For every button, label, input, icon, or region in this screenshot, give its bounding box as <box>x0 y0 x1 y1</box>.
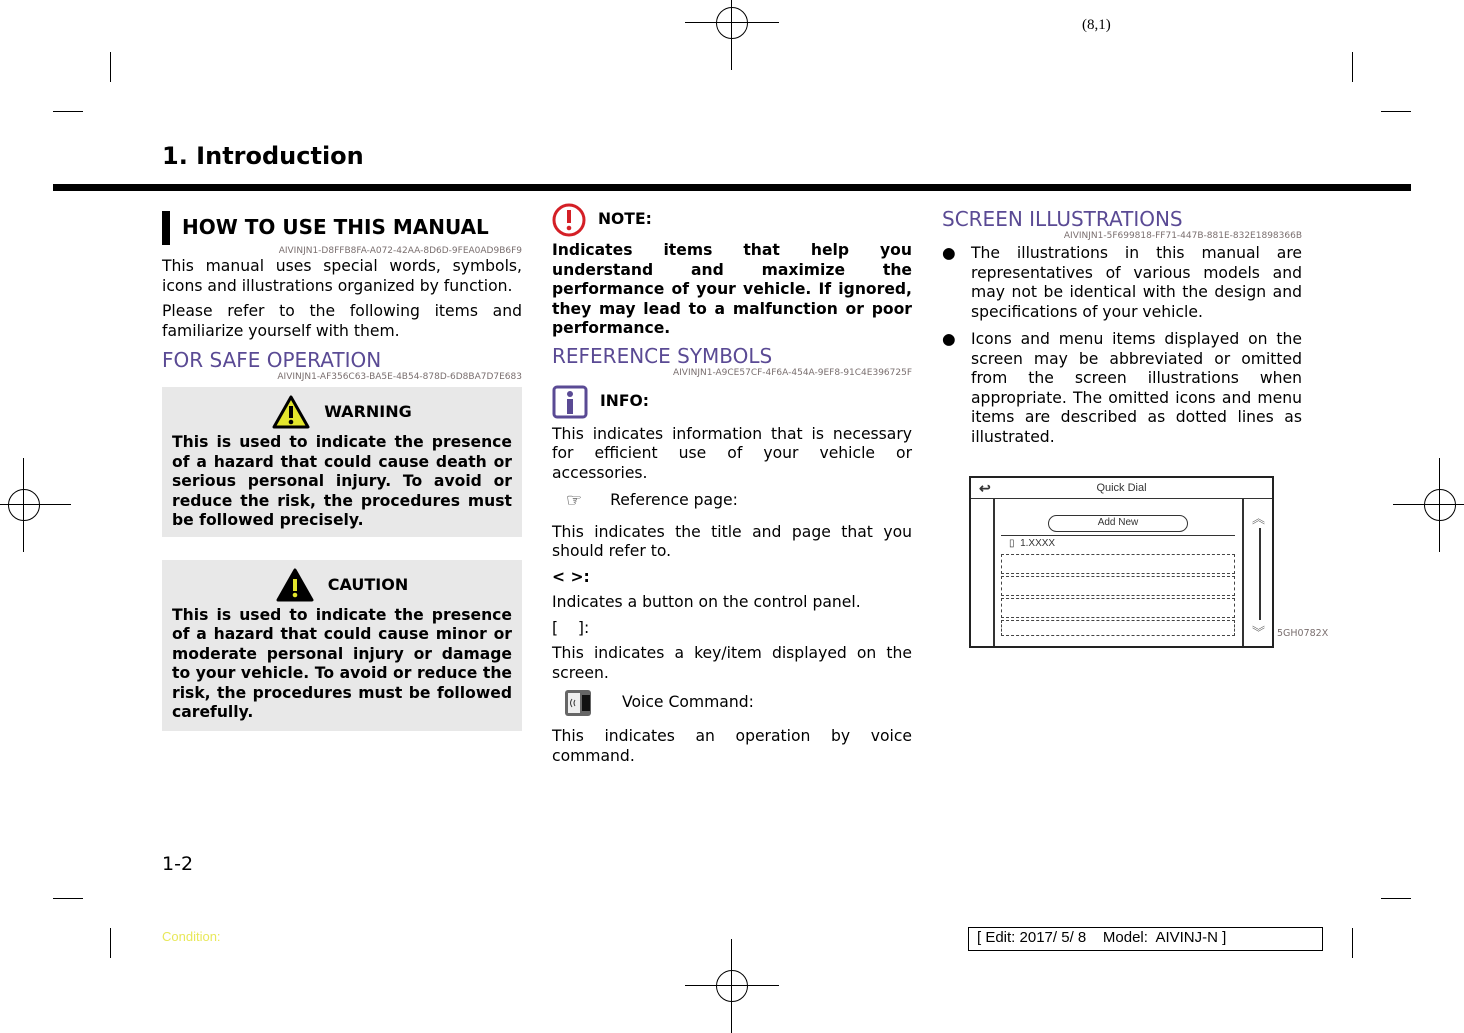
voice-command-text: This indicates an operation by voice command. <box>552 727 912 765</box>
crop-mark <box>53 111 83 112</box>
info-icon <box>552 385 588 419</box>
bullet-item <box>942 330 1302 447</box>
omitted-item <box>1001 576 1235 596</box>
pointing-hand-icon: ☞ <box>566 490 583 511</box>
middle-column <box>552 203 912 772</box>
heading-id: AIVINJN1-AF356C63-BA5E-4B54-878D-6D8BA7D7E683 <box>277 372 522 382</box>
screen-header <box>971 478 1272 499</box>
heading-text: REFERENCE SYMBOLS <box>552 343 773 368</box>
bullet-text: The illustrations in this manual are representatives of various models and may not be identical with the design and specifications of your vehicle. <box>971 244 1302 321</box>
caution-box <box>162 560 522 731</box>
page-number: 1-2 <box>162 853 194 875</box>
crop-mark <box>110 928 111 958</box>
caution-text: This is used to indicate the presence of a hazard that could cause minor or moderate personal injury or damage to your vehicle. To avoid or reduce the risk, the procedures must be followed carefully. <box>172 605 512 721</box>
reference-page-row <box>566 491 912 511</box>
chapter-title: 1. Introduction <box>162 142 364 170</box>
section-heading <box>552 345 912 379</box>
voice-command-label: Voice Command: <box>622 693 754 712</box>
crop-mark <box>53 898 83 899</box>
divider <box>993 499 995 646</box>
angle-bracket-label: < >: <box>552 567 590 586</box>
info-label: INFO: <box>600 391 649 410</box>
angle-bracket-text: Indicates a button on the control panel. <box>552 593 861 611</box>
page-ref: (8,1) <box>1082 17 1111 33</box>
omitted-item <box>1001 598 1235 618</box>
reference-page-label: Reference page: <box>610 491 738 509</box>
crop-mark <box>1381 111 1411 112</box>
crop-mark <box>1352 52 1353 82</box>
note-row <box>552 203 912 237</box>
crop-mark <box>1381 898 1411 899</box>
heading-bar <box>162 211 170 245</box>
info-row <box>552 385 912 419</box>
note-label: NOTE: <box>598 210 652 229</box>
heading-id: AIVINJN1-D8FFB8FA-A072-42AA-8D6D-9FEA0AD9B6F9 <box>278 246 522 256</box>
caution-icon <box>276 568 314 602</box>
back-icon: ↩ <box>979 480 991 496</box>
square-bracket-text: This indicates a key/item displayed on the screen. <box>552 644 912 682</box>
figure-id: 5GH0782X <box>1277 628 1329 639</box>
right-column <box>942 208 1302 447</box>
phone-icon: ▯ <box>1009 538 1015 549</box>
heading-text: FOR SAFE OPERATION <box>162 348 382 372</box>
heading-text: SCREEN ILLUSTRATIONS <box>942 207 1183 231</box>
scroll-down-icon: ︾ <box>1252 625 1266 640</box>
divider <box>1242 499 1244 646</box>
note-icon <box>552 203 586 237</box>
edit-info: [ Edit: 2017/ 5/ 8 Model: AIVINJ-N ] <box>968 927 1323 951</box>
paragraph: This manual uses special words, symbols, icons and illustrations organized by function. <box>162 257 522 295</box>
section-heading <box>942 208 1302 242</box>
paragraph: Please refer to the following items and familiarize yourself with them. <box>162 302 522 340</box>
section-heading <box>162 349 522 383</box>
heading-id: AIVINJN1-A9CE57CF-4F6A-454A-9EF8-91C4E396725F <box>673 367 912 378</box>
header-rule <box>53 184 1411 191</box>
heading-id: AIVINJN1-5F699818-FF71-447B-881E-832E1898366B <box>1063 231 1302 241</box>
divider <box>1001 535 1235 536</box>
heading-text: HOW TO USE THIS MANUAL <box>182 215 489 240</box>
bullet-icon: ● <box>942 330 956 348</box>
crop-mark <box>1352 928 1353 958</box>
registration-mark <box>0 458 71 552</box>
list-item <box>1009 538 1055 549</box>
registration-mark <box>685 939 779 1033</box>
warning-text: This is used to indicate the presence of a hazard that could cause death or serious personal injury. To avoid or reduce the risk, the procedures must be followed precisely. <box>172 433 512 529</box>
square-bracket-label: [ ]: <box>552 618 590 637</box>
bullet-text: Icons and menu items displayed on the screen may be abbreviated or omitted from the screen illustrations when appropriate. The omitted icons and menu items are described as dotted lines as illustrated. <box>971 330 1302 446</box>
section-heading <box>162 211 522 245</box>
voice-command-icon <box>564 689 592 717</box>
scrollbar <box>1259 528 1261 620</box>
registration-mark <box>685 0 779 70</box>
warning-label: WARNING <box>324 402 412 422</box>
add-new-button: Add New <box>1048 515 1188 532</box>
reference-page-text: This indicates the title and page that you should refer to. <box>552 522 912 560</box>
bullet-item <box>942 244 1302 322</box>
bullet-icon: ● <box>942 244 956 262</box>
scroll-up-icon: ︽ <box>1252 511 1266 526</box>
caution-label: CAUTION <box>327 574 409 594</box>
left-column <box>162 211 522 731</box>
registration-mark <box>1393 458 1464 552</box>
note-text: Indicates items that help you understand and maximize the performance of your vehicle. If ignored, they may lead to a malfunction or poor performance. <box>552 241 912 337</box>
crop-mark <box>110 52 111 82</box>
screen-illustration <box>969 476 1274 648</box>
condition-label: Condition: <box>162 929 221 944</box>
info-text: This indicates information that is necessary for efficient use of your vehicle or accessories. <box>552 424 912 482</box>
omitted-item <box>1001 554 1235 574</box>
omitted-item <box>1001 620 1235 636</box>
warning-box <box>162 387 522 537</box>
voice-command-row <box>564 689 912 717</box>
item-label: 1.XXXX <box>1020 538 1056 549</box>
screen-title: Quick Dial <box>1096 482 1147 494</box>
warning-icon <box>272 395 310 429</box>
